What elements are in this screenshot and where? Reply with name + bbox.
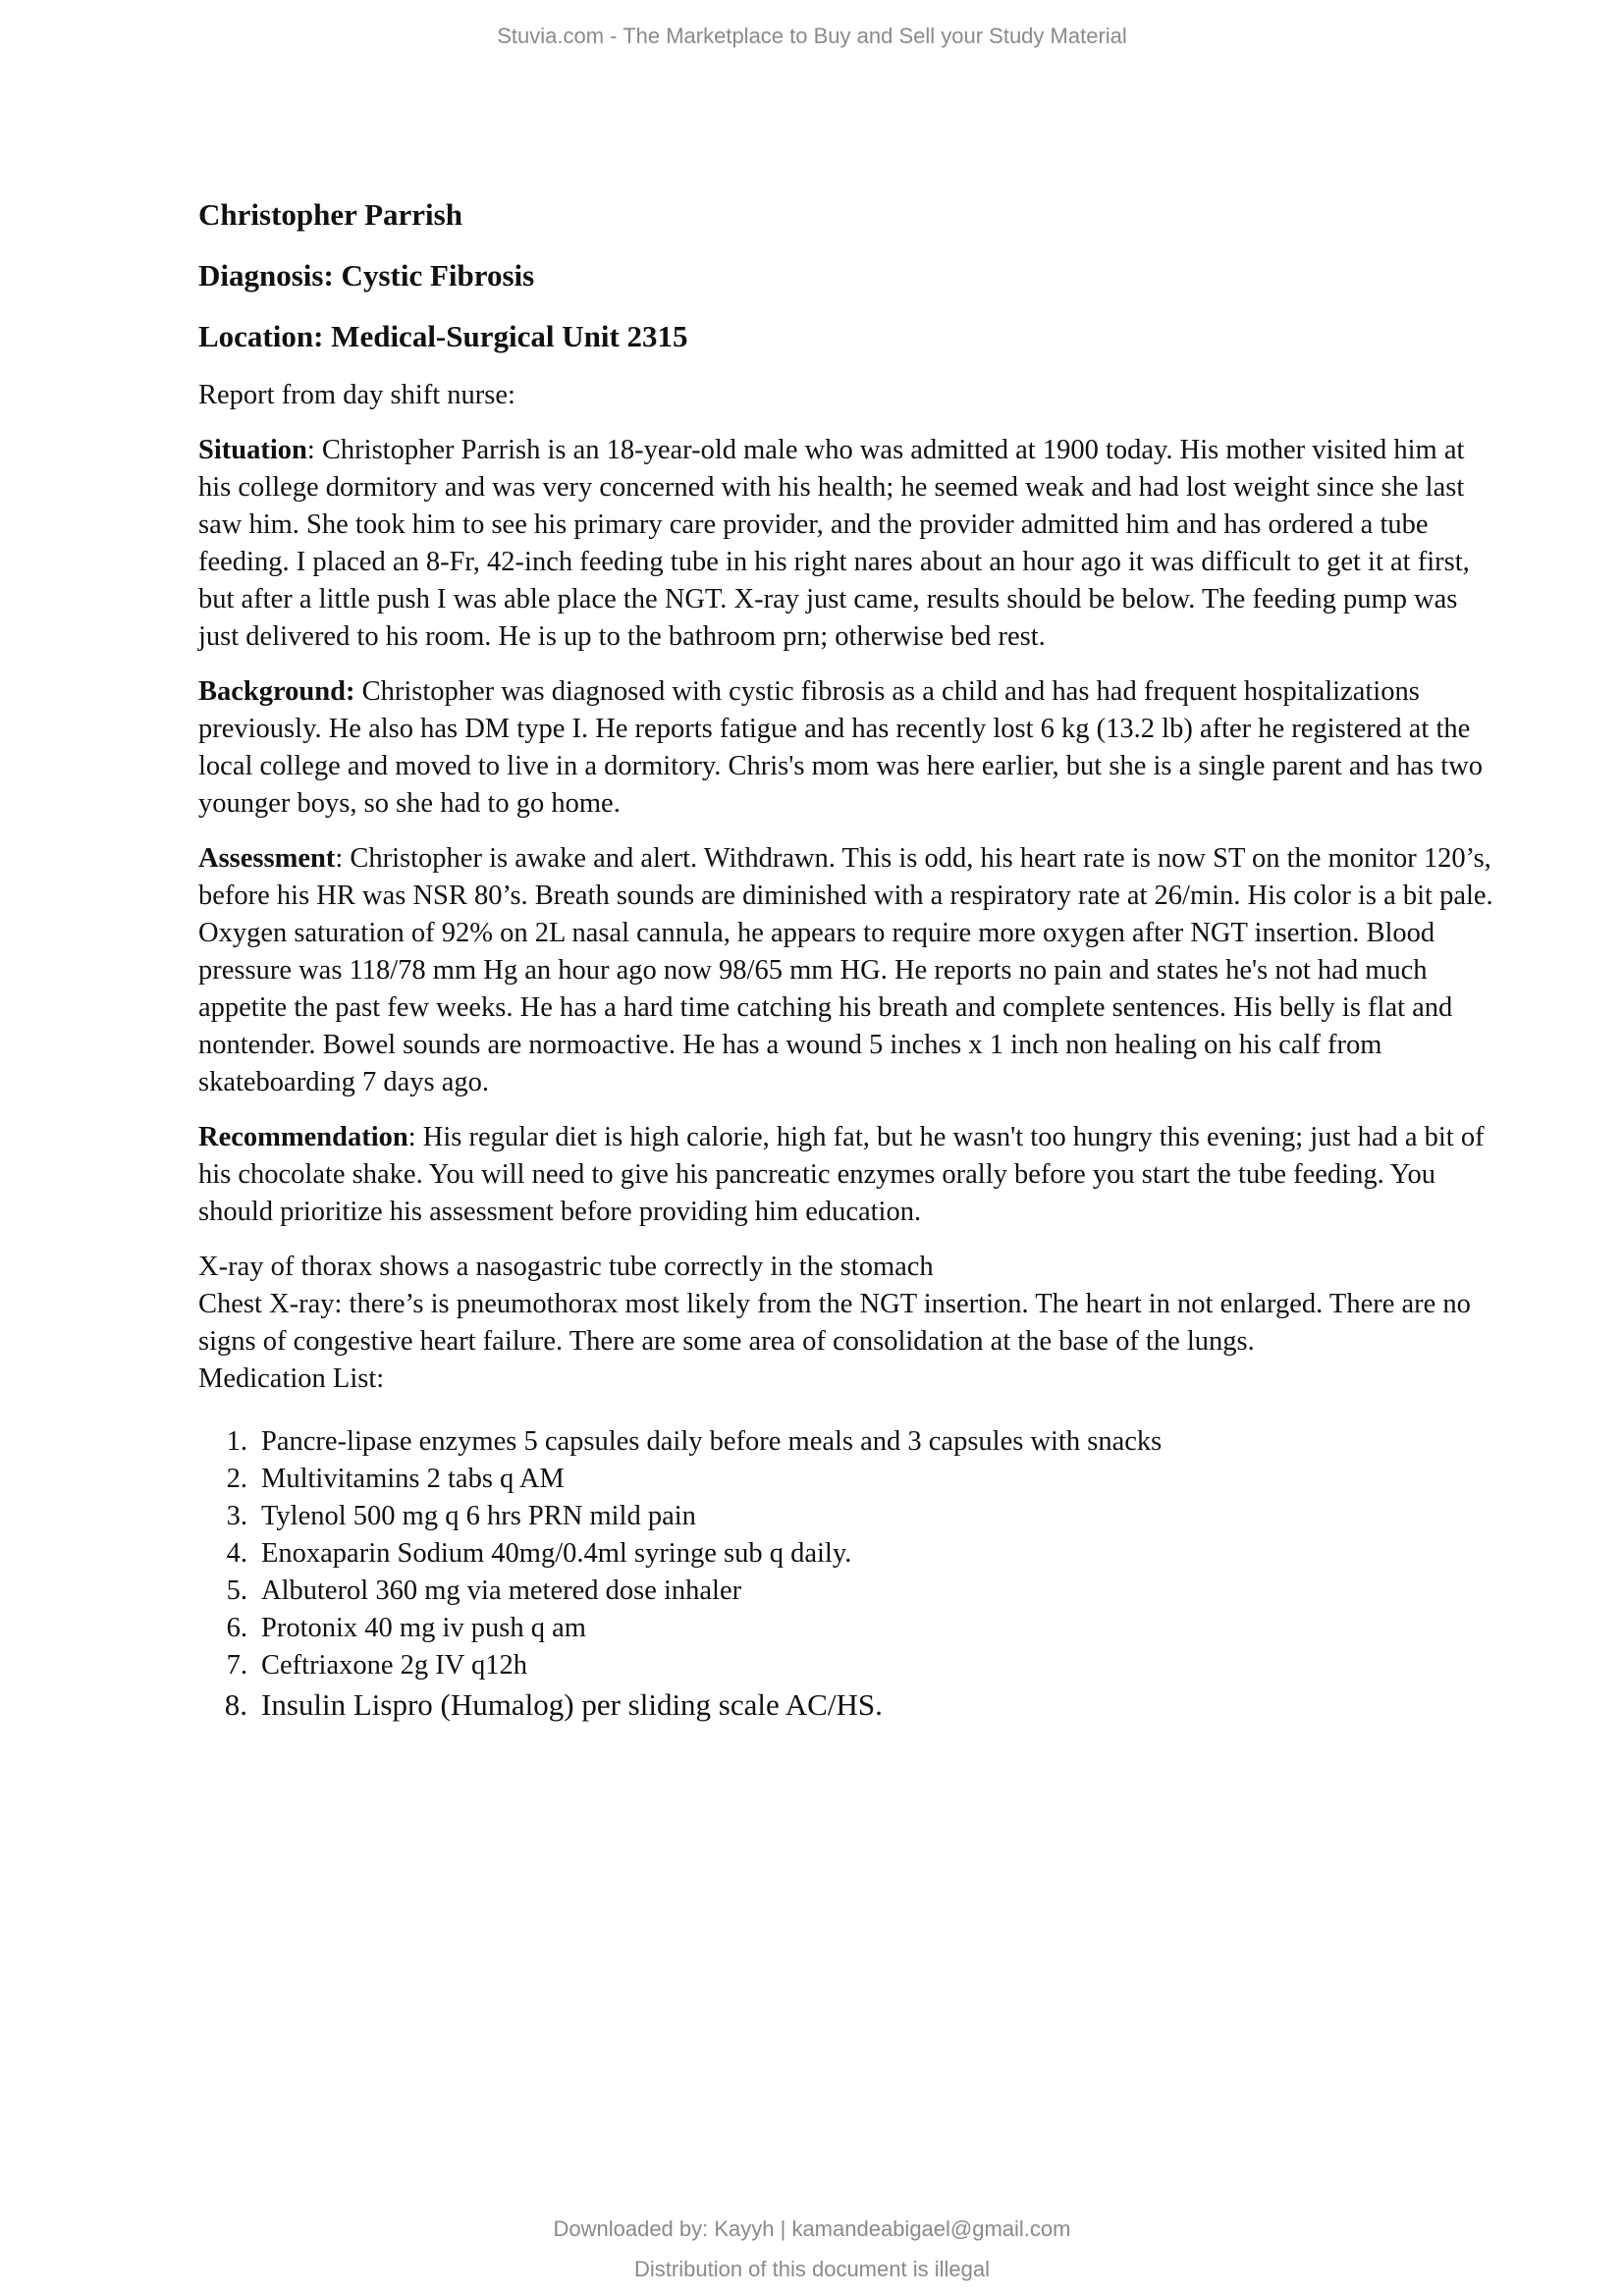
list-item-number: 2.: [226, 1464, 247, 1494]
list-item-number: 6.: [226, 1613, 247, 1643]
list-item-text: Ceftriaxone 2g IV q12h: [261, 1650, 527, 1681]
location-heading: Location: Medical-Surgical Unit 2315: [198, 319, 688, 353]
list-item: [198, 1573, 1494, 1610]
site-banner: Stuvia.com - The Marketplace to Buy and Sell your Study Material: [497, 24, 1127, 48]
list-item-text: Insulin Lispro (Humalog) per sliding scale AC/HS.: [261, 1687, 883, 1722]
list-item: [198, 1610, 1494, 1647]
xray-thorax-line: X-ray of thorax shows a nasogastric tube correctly in the stomach: [198, 1252, 934, 1282]
diagnosis-heading: Diagnosis: Cystic Fibrosis: [198, 258, 535, 293]
situation-paragraph: [198, 432, 1494, 656]
medication-list-heading: Medication List:: [198, 1363, 385, 1394]
report-intro: Report from day shift nurse:: [198, 380, 515, 410]
list-item: [198, 1498, 1494, 1535]
list-item: [198, 1684, 1494, 1726]
list-item-number: 5.: [226, 1575, 247, 1606]
background-label: Background:: [198, 676, 355, 707]
assessment-text: : Christopher is awake and alert. Withdrawn. This is odd, his heart rate is now ST on the monitor 120’s, before his HR was NSR 80’s. Breath sounds are diminished with a respiratory rate at 26/min. His color is a bit pale. Oxygen saturation of 92% on 2L nasal cannula, he appears to require more oxygen after NGT insertion. Blood pressure was 118/78 mm Hg an hour ago now 98/65 mm HG. He reports no pain and states he's not had much appetite the past few weeks. He has a hard time catching his breath and complete sentences. His belly is flat and nontender. Bowel sounds are normoactive. He has a wound 5 inches x 1 inch non healing on his calf from skateboarding 7 days ago.: [198, 843, 1493, 1097]
list-item-text: Protonix 40 mg iv push q am: [261, 1613, 586, 1643]
recommendation-text: : His regular diet is high calorie, high fat, but he wasn't too hungry this evening; just had a bit of his chocolate shake. You will need to give his pancreatic enzymes orally before you start the tube feeding. You should prioritize his assessment before providing him education.: [198, 1122, 1485, 1227]
recommendation-label: Recommendation: [198, 1122, 408, 1152]
background-paragraph: [198, 673, 1494, 823]
assessment-paragraph: [198, 840, 1494, 1101]
background-text: Christopher was diagnosed with cystic fibrosis as a child and has had frequent hospitalizations previously. He also has DM type I. He reports fatigue and has recently lost 6 kg (13.2 lb) after he registered at the local college and moved to live in a dormitory. Chris's mom was here earlier, but she is a single parent and has two younger boys, so she had to go home.: [198, 676, 1484, 819]
situation-label: Situation: [198, 435, 307, 465]
list-item-number: 7.: [226, 1650, 247, 1681]
list-item: [198, 1423, 1494, 1461]
list-item-text: Enoxaparin Sodium 40mg/0.4ml syringe sub q daily.: [261, 1538, 852, 1569]
list-item-number: 8.: [224, 1687, 247, 1722]
situation-text: : Christopher Parrish is an 18-year-old male who was admitted at 1900 today. His mother visited him at his college dormitory and was very concerned with his health; he seemed weak and had lost weight since she last saw him. She took him to see his primary care provider, and the provider admitted him and has ordered a tube feeding. I placed an 8-Fr, 42-inch feeding tube in his right nares about an hour ago it was difficult to get it at first, but after a little push I was able place the NGT. X-ray just came, results should be below. The feeding pump was just delivered to his room. He is up to the bathroom prn; otherwise bed rest.: [198, 435, 1470, 652]
list-item-text: Tylenol 500 mg q 6 hrs PRN mild pain: [261, 1501, 696, 1531]
download-info: Downloaded by: Kayyh | kamandeabigael@gmail.com: [553, 2216, 1071, 2241]
report-content: [198, 194, 1494, 1726]
assessment-label: Assessment: [198, 843, 336, 874]
list-item-number: 1.: [226, 1426, 247, 1457]
recommendation-paragraph: [198, 1119, 1494, 1231]
patient-name: Christopher Parrish: [198, 197, 462, 232]
list-item-text: Pancre-lipase enzymes 5 capsules daily before meals and 3 capsules with snacks: [261, 1426, 1163, 1457]
xray-section: [198, 1249, 1494, 1398]
list-item-number: 4.: [226, 1538, 247, 1569]
list-item: [198, 1535, 1494, 1573]
list-item-text: Albuterol 360 mg via metered dose inhaler: [261, 1575, 742, 1606]
list-item-number: 3.: [226, 1501, 247, 1531]
chest-xray-line: Chest X-ray: there’s is pneumothorax most likely from the NGT insertion. The heart in not enlarged. There are no signs of congestive heart failure. There are some area of consolidation at the base of the lungs.: [198, 1289, 1471, 1357]
list-item: [198, 1647, 1494, 1684]
list-item-text: Multivitamins 2 tabs q AM: [261, 1464, 565, 1494]
medication-list: [198, 1423, 1494, 1726]
distribution-notice: Distribution of this document is illegal: [634, 2257, 990, 2281]
list-item: [198, 1461, 1494, 1498]
